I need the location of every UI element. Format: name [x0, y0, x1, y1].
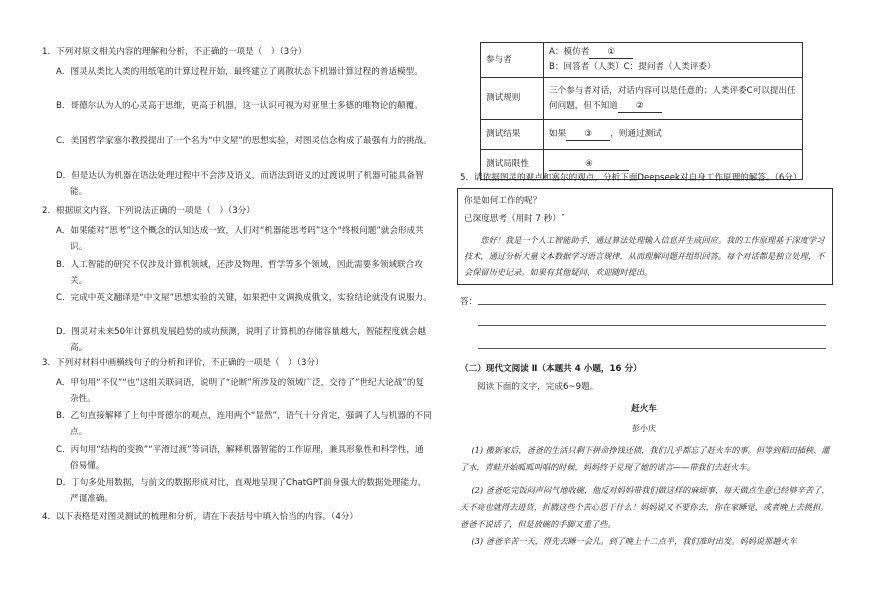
- table-text: A：模仿者: [549, 47, 590, 57]
- section-instruction: 阅读下面的文字，完成6~9题。: [477, 382, 599, 392]
- article-author: 彭小庆: [632, 424, 656, 433]
- q1-option-b: B．哥德尔认为人的心灵高于思维，更高于机器，这一认识可视为对亚里士多德的唯物论的颠覆。: [56, 101, 423, 111]
- q1-option-c: C．美国哲学家塞尔教授提出了一个名为“中文屋”的思想实验，对图灵信念构成了最强有力的挑战。: [56, 136, 432, 146]
- table-key: 参与者: [481, 43, 544, 78]
- answer-line[interactable]: [478, 304, 826, 305]
- answer-label: 答：: [460, 297, 478, 307]
- q2-option-c: C．完成中英文翻译是“中文屋”思想实验的关键，如果把中文调换成俄文，实验结论就没有说服力。: [56, 293, 432, 303]
- answer-blank-2[interactable]: ②: [618, 100, 662, 113]
- q4-stem: 4．以下表格是对图灵测试的梳理和分析，请在下表括号中填入恰当的内容。（4分）: [42, 512, 359, 522]
- q5-stem: 5．请依据图灵的观点和塞尔的观点，分析下面Deepseek对自身工作原理的解答。（6分）: [460, 173, 802, 183]
- answer-line[interactable]: [478, 325, 826, 326]
- table-value: [544, 120, 803, 150]
- q2-option-d: D．图灵对未来50年计算机发展趋势的成功预测，说明了计算机的存储容量越大，智能程度就会越高。: [56, 327, 426, 353]
- answer-blank-1[interactable]: ①: [589, 46, 633, 59]
- table-text: 如果: [549, 129, 567, 139]
- table-row: [481, 78, 803, 120]
- table-key: 测试规则: [481, 78, 544, 120]
- q3-option-b: B．乙句直接解释了上句中哥德尔的观点，连用两个“显然”，语气十分肯定，强调了人与机器的不同点。: [56, 411, 432, 437]
- q2-option-b: B．人工智能的研究不仅涉及计算机领域，还涉及物理、哲学等多个领域，因此需要多领域联合攻关。: [56, 260, 423, 286]
- article-paragraph-3: (3) 爸爸辛苦一天，得先去睡一会儿。到了晚上十二点半，我们准时出发。妈妈说那趟火车: [471, 536, 797, 546]
- article-paragraph-1: (1) 搬新家后，爸爸的生活只剩下拼命挣钱还债，我们几乎都忘了赶火车的事。但等到稻田插秧、灌了水，青蛙开始呱呱叫唱的时候，妈妈终于兑现了她的诺言——带我们去赶火车。: [460, 445, 830, 472]
- section-heading: （二）现代文阅读 Ⅱ（本题共 4 小题，16 分）: [460, 364, 642, 374]
- q3-option-d: D．丁句多处用数据，与前文的数据形成对比，直观地呈现了ChatGPT前身强大的数据处理能力，严谨准确。: [56, 478, 427, 504]
- dialog-answer: 您好！我是一个人工智能助手，通过算法处理输入信息并生成回应。我的工作原理基于深度学习技术，通过分析大量文本数据学习语言规律，从而理解问题并组织回答。每个对话都是独立处理，不会保留历史记录。如果有其他疑问，欢迎随时提出。: [464, 235, 825, 277]
- table-row: [481, 120, 803, 150]
- dialog-thinking-note: 已深度思考（用时 7 秒）ˇ: [464, 214, 566, 224]
- q3-option-a: A．甲句用“不仅”“也”这组关联词语，说明了“论断”所涉及的领域广泛，交待了“世纪大论战”的复杂性。: [56, 378, 425, 404]
- dialog-question: 你是如何工作的呢？: [464, 196, 542, 206]
- table-row: [481, 43, 803, 78]
- q2-stem: 2．根据原文内容，下列说法正确的一项是（ ）（3分）: [42, 206, 255, 216]
- answer-blank-4[interactable]: ④: [549, 158, 629, 171]
- table-value: [544, 78, 803, 120]
- table-key: 测试局限性: [481, 150, 544, 180]
- table-text: B：回答者（人类）C：提问者（人类评委）: [549, 62, 716, 72]
- table-value: [544, 43, 803, 78]
- answer-blank-3[interactable]: ③: [566, 128, 610, 141]
- article-title: 赶火车: [631, 404, 657, 414]
- q1-option-d: D．但是达认为机器在语法处理过程中不会涉及语义，而语法到语义的过渡说明了机器可能具备智能。: [56, 171, 424, 197]
- deepseek-dialog-box: [457, 188, 833, 285]
- q1-stem: 1．下列对原文相关内容的理解和分析，不正确的一项是（ ）（3分）: [42, 47, 307, 57]
- turing-test-table: [480, 42, 803, 180]
- q1-option-a: A．图灵从类比人类的用纸笔的计算过程开始，最终建立了离散状态下机器计算过程的普适模型。: [56, 67, 423, 77]
- q2-option-a: A．如果能对“思考”这个概念的认知达成一致，人们对“机器能思考吗”这个“终极问题”就会形成共识。: [56, 226, 424, 252]
- q3-option-c: C．丙句用“结构的变换”“平滑过渡”等词语，解释机器智能的工作原理，兼具形象性和科学性，通俗易懂。: [56, 445, 424, 471]
- table-key: 测试结果: [481, 120, 544, 150]
- q3-stem: 3．下列对材料中画横线句子的分析和评价，不正确的一项是（ ）（3分）: [42, 358, 324, 368]
- table-text: ，则通过测试: [610, 129, 662, 139]
- table-text: 三个参与者对话，对话内容可以是任意的；人类评委C可以提出任何问题，但不知道: [549, 85, 796, 111]
- article-paragraph-2: (2) 爸爸吃完饭闷声闷气地收碗，他反对妈妈带我们做这样的麻烦事，每天做点生意已经够辛苦了，天不亮也就得去进货，折腾这些个苦心思干什么！妈妈说又不要你去，你在家睡觉，或者晚上去挑担。爸爸不说话了，但是放碗的手脚又重了些。: [460, 485, 830, 529]
- answer-line[interactable]: [478, 348, 826, 349]
